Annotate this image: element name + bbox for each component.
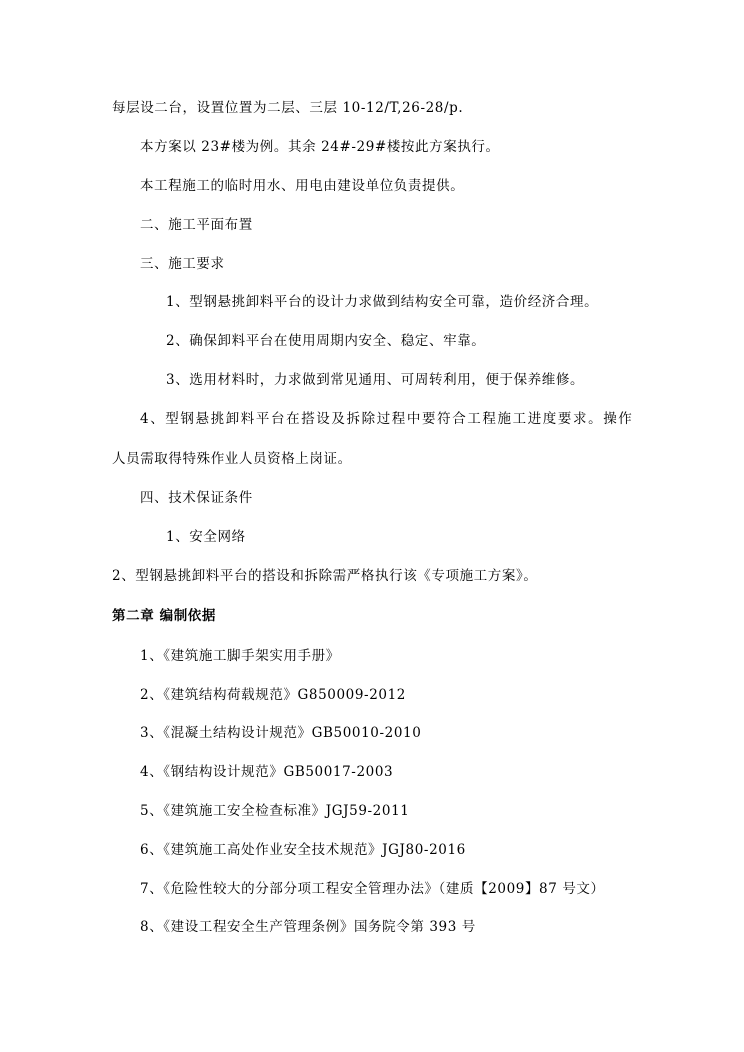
section-heading: 四、技术保证条件 [140,490,253,506]
list-item: 2、型钢悬挑卸料平台的搭设和拆除需严格执行该《专项施工方案》。 [112,568,538,584]
list-item: 3、选用材料时，力求做到常见通用、可周转利用，便于保养维修。 [166,372,585,388]
list-item: 2、确保卸料平台在使用周期内安全、稳定、牢靠。 [166,333,486,349]
body-line: 本方案以 23#楼为例。其余 24#-29#楼按此方案执行。 [140,139,500,155]
reference-item: 6、《建筑施工高处作业安全技术规范》JGJ80-2016 [140,842,466,858]
list-item: 1、型钢悬挑卸料平台的设计力求做到结构安全可靠，造价经济合理。 [166,294,599,310]
reference-item: 1、《建筑施工脚手架实用手册》 [140,648,340,664]
list-item: 4、型钢悬挑卸料平台在搭设及拆除过程中要符合工程施工进度要求。操作 [140,411,634,427]
reference-item: 4、《钢结构设计规范》GB50017-2003 [140,764,394,780]
reference-item: 2、《建筑结构荷载规范》G850009-2012 [140,687,406,703]
list-item: 1、安全网络 [166,529,246,545]
body-line: 每层设二台，设置位置为二层、三层 10-12/T,26-28/p. [112,100,464,116]
reference-item: 8、《建设工程安全生产管理条例》国务院令第 393 号 [140,919,476,935]
chapter-heading: 第二章 编制依据 [112,608,216,624]
reference-item: 5、《建筑施工安全检查标准》JGJ59-2011 [140,803,410,819]
section-heading: 二、施工平面布置 [140,217,253,233]
reference-item: 3、《混凝土结构设计规范》GB50010-2010 [140,725,422,741]
section-heading: 三、施工要求 [140,256,225,272]
body-line: 本工程施工的临时用水、用电由建设单位负责提供。 [140,178,465,194]
reference-item: 7、《危险性较大的分部分项工程安全管理办法》（建质【2009】87 号文） [140,881,605,897]
body-line: 人员需取得特殊作业人员资格上岗证。 [112,451,352,467]
